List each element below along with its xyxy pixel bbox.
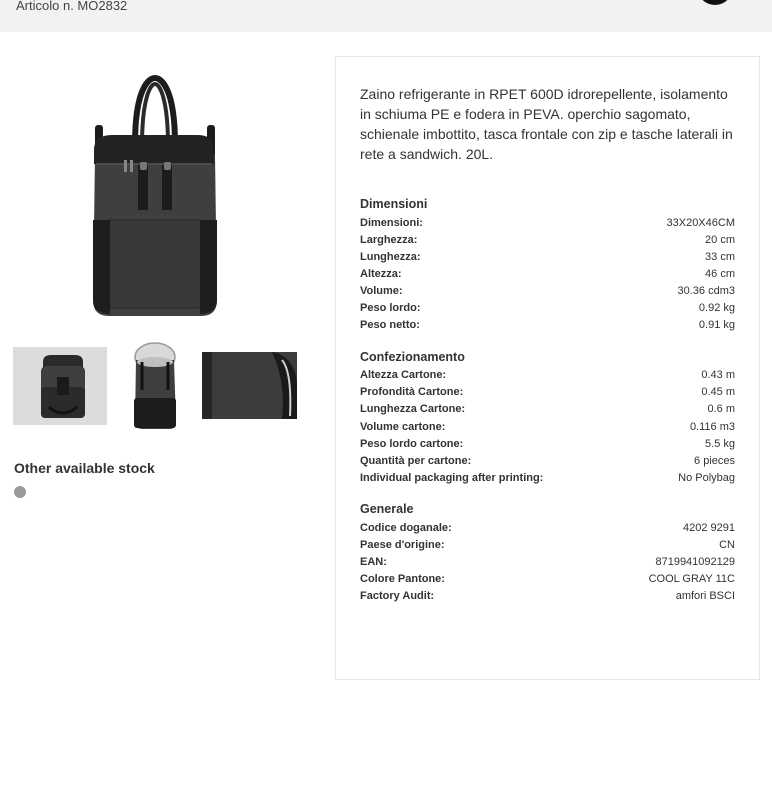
spec-label: Altezza Cartone: — [360, 369, 447, 381]
spec-value: 6 pieces — [694, 455, 735, 467]
spec-label: Altezza: — [360, 268, 402, 280]
spec-label: Quantità per cartone: — [360, 455, 472, 467]
spec-value: 0.116 m3 — [689, 421, 735, 433]
spec-row — [360, 419, 735, 436]
spec-value: 30.36 cdm3 — [677, 285, 735, 297]
spec-row — [360, 554, 735, 571]
spec-label: Paese d'origine: — [360, 539, 445, 551]
spec-row — [360, 266, 735, 283]
product-thumbnail-3[interactable] — [202, 352, 297, 419]
spec-value: 0.45 m — [701, 386, 735, 398]
spec-value: 4202 9291 — [683, 522, 735, 534]
spec-label: Lunghezza Cartone: — [360, 403, 466, 415]
spec-label: Individual packaging after printing: — [360, 472, 544, 484]
stock-color-swatch[interactable] — [14, 486, 26, 498]
spec-row — [360, 436, 735, 453]
spec-label: Profondità Cartone: — [360, 386, 464, 398]
spec-row — [360, 283, 735, 300]
section-title-confezionamento: Confezionamento — [360, 350, 465, 364]
spec-value: amfori BSCI — [675, 590, 735, 602]
spec-label: Peso netto: — [360, 319, 420, 331]
spec-value: 0.6 m — [707, 403, 735, 415]
product-description: Zaino refrigerante in RPET 600D idrorepellente, isolamento in schiuma PE e fodera in PEVA. operchio sagomato, schienale imbottito, tasca frontale con zip e tasche laterali in rete a sandwich. 20L. — [360, 86, 733, 162]
spec-row — [360, 401, 735, 418]
spec-label: Peso lordo cartone: — [360, 438, 464, 450]
spec-row — [360, 537, 735, 554]
spec-label: Dimensioni: — [360, 217, 423, 229]
spec-row — [360, 470, 735, 487]
spec-label: EAN: — [360, 556, 387, 568]
article-number: Articolo n. MO2832 — [16, 0, 128, 13]
spec-value: 46 cm — [705, 268, 735, 280]
top-bar — [0, 0, 772, 32]
product-thumbnail-2[interactable] — [122, 340, 190, 432]
spec-label: Peso lordo: — [360, 302, 421, 314]
spec-label: Larghezza: — [360, 234, 418, 246]
spec-row — [360, 384, 735, 401]
section-title-dimensioni: Dimensioni — [360, 197, 428, 211]
spec-value: 8719941092129 — [655, 556, 735, 568]
spec-label: Volume: — [360, 285, 403, 297]
spec-value: No Polybag — [678, 472, 735, 484]
spec-label: Colore Pantone: — [360, 573, 445, 585]
spec-label: Lunghezza: — [360, 251, 421, 263]
spec-value: 20 cm — [705, 234, 735, 246]
spec-row — [360, 367, 735, 384]
spec-value: 0.91 kg — [698, 319, 735, 331]
spec-value: 33X20X46CM — [666, 217, 735, 229]
spec-value: 0.43 m — [701, 369, 735, 381]
spec-value: CN — [719, 539, 735, 551]
spec-value: 0.92 kg — [698, 302, 735, 314]
section-title-generale: Generale — [360, 502, 414, 516]
spec-row — [360, 317, 735, 334]
spec-label: Codice doganale: — [360, 522, 452, 534]
other-stock-title: Other available stock — [14, 460, 155, 476]
spec-label: Volume cartone: — [360, 421, 446, 433]
product-details-panel — [335, 56, 760, 680]
product-thumbnail-1[interactable] — [13, 347, 107, 425]
spec-row — [360, 232, 735, 249]
spec-row — [360, 300, 735, 317]
spec-row — [360, 588, 735, 605]
spec-row — [360, 453, 735, 470]
spec-row — [360, 215, 735, 232]
top-circle-icon[interactable] — [697, 0, 733, 5]
spec-row — [360, 520, 735, 537]
spec-row — [360, 571, 735, 588]
spec-value: 5.5 kg — [705, 438, 735, 450]
spec-value: COOL GRAY 11C — [648, 573, 735, 585]
spec-value: 33 cm — [705, 251, 735, 263]
product-main-image — [80, 70, 230, 320]
spec-row — [360, 249, 735, 266]
spec-label: Factory Audit: — [360, 590, 435, 602]
